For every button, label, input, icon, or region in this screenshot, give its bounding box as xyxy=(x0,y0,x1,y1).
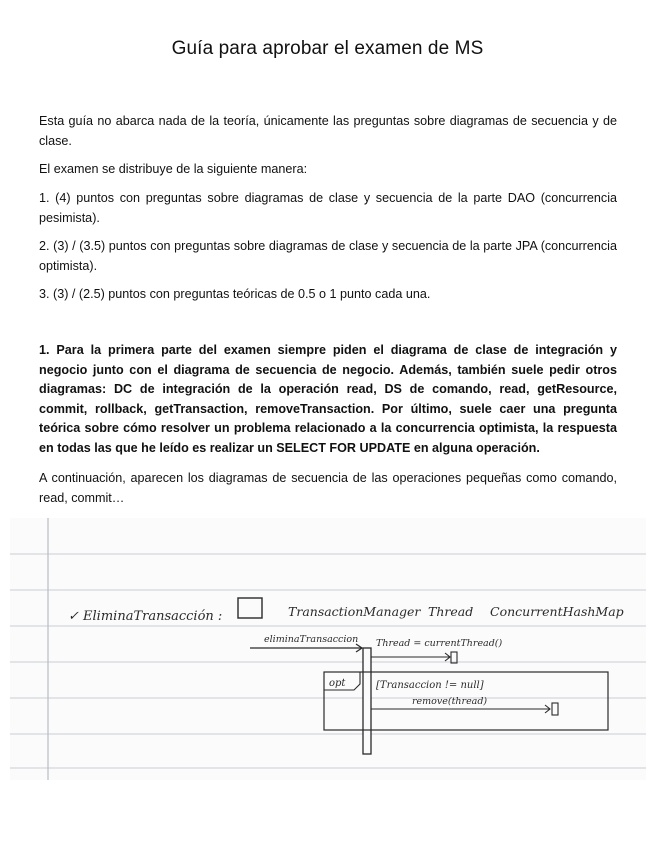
sequence-diagram-sketch xyxy=(10,518,646,780)
sequence-diagram-image xyxy=(10,518,646,780)
message-main-call-label: eliminaTransaccion xyxy=(264,634,359,645)
distribution-intro: El examen se distribuye de la siguiente manera: xyxy=(39,162,308,176)
diagram-label: ✓ EliminaTransacción : xyxy=(68,609,223,624)
opt-fragment-operator: opt xyxy=(329,678,346,689)
thread-activation xyxy=(451,652,457,663)
lifeline-concurrent-hash-map: ConcurrentHashMap xyxy=(490,604,624,619)
message-thread-label: Thread = currentThread() xyxy=(376,638,503,649)
point-item-2: 2. (3) / (3.5) puntos con preguntas sobre diagramas de clase y secuencia de la parte JPA (concurrencia optimista). xyxy=(39,239,617,273)
actor-box xyxy=(238,598,262,618)
section-1-paragraph: 1. Para la primera parte del examen siempre piden el diagrama de clase de integración y negocio junto con el diagrama de secuencia de negocio. Además, también suele pedir otros diagramas: DC de integración de la operación read, DS de comando, read, getResource, commit, rollback, getTransaction, removeTransaction. Por último, suele caer una pregunta teórica sobre cómo resolver un problema relacionado a la concurrencia optimista, la respuesta en todas las que he leído es realizar un SELECT FOR UPDATE en alguna operación. xyxy=(39,343,617,455)
ruled-lines xyxy=(10,554,646,768)
opt-guard: [Transaccion != null] xyxy=(376,680,484,691)
point-item-3: 3. (3) / (2.5) puntos con preguntas teóricas de 0.5 o 1 punto cada una. xyxy=(39,287,431,301)
document-title: Guía para aprobar el examen de MS xyxy=(171,38,484,59)
point-item-1: 1. (4) puntos con preguntas sobre diagramas de clase y secuencia de la parte DAO (concurrencia pesimista). xyxy=(39,191,617,225)
continuation-paragraph: A continuación, aparecen los diagramas de secuencia de las operaciones pequeñas como comando, read, commit… xyxy=(39,471,617,505)
activation-bar xyxy=(363,648,371,754)
lifeline-thread: Thread xyxy=(428,604,474,619)
lifeline-transaction-manager: TransactionManager xyxy=(288,604,421,619)
intro-paragraph: Esta guía no abarca nada de la teoría, únicamente las preguntas sobre diagramas de secuencia y de clase. xyxy=(39,114,617,148)
message-remove-label: remove(thread) xyxy=(412,696,488,707)
map-activation xyxy=(552,703,558,715)
